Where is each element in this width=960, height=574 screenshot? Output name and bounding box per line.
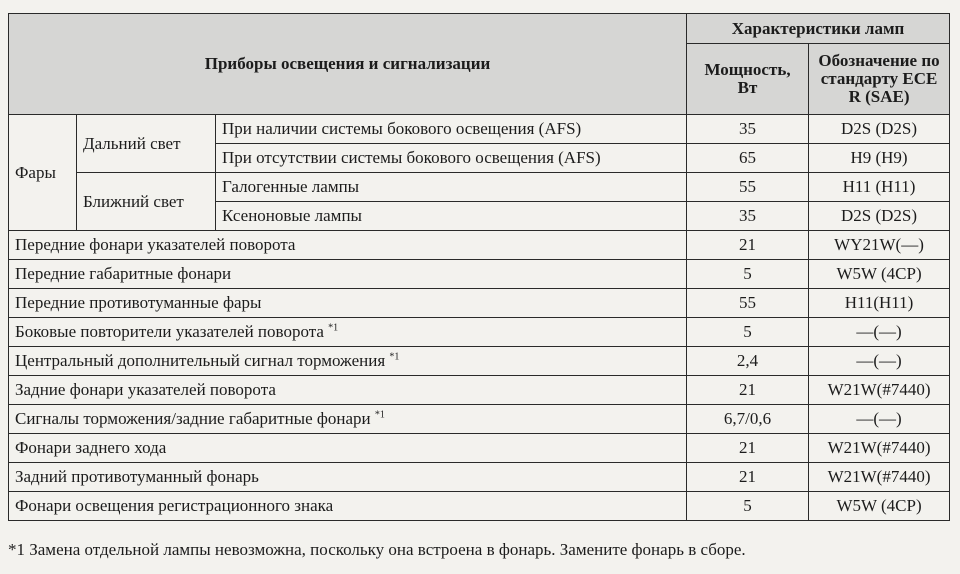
row-code: H9 (H9) — [809, 144, 950, 173]
row-power: 35 — [687, 202, 809, 231]
row-power: 55 — [687, 289, 809, 318]
row-name: Центральный дополнительный сигнал торможения $^{*1}$ — [9, 347, 687, 376]
row-name: Передние габаритные фонари — [9, 260, 687, 289]
table-row — [9, 260, 950, 289]
row-code: —(—) — [809, 318, 950, 347]
row-name: При наличии системы бокового освещения (AFS) — [216, 115, 687, 144]
row-power: 5 — [687, 492, 809, 521]
row-code: W21W(#7440) — [809, 463, 950, 492]
row-code: —(—) — [809, 405, 950, 434]
header-characteristics: Характеристики ламп — [687, 14, 950, 44]
table-row — [9, 434, 950, 463]
table-row — [9, 463, 950, 492]
table-row — [9, 347, 950, 376]
header-standard: Обозначение по стандарту ECE R (SAE) — [809, 44, 950, 115]
row-code: —(—) — [809, 347, 950, 376]
footnote-mark: *1 — [389, 351, 400, 363]
group-high-beam: Дальний свет — [77, 115, 216, 173]
row-power: 65 — [687, 144, 809, 173]
row-name: Передние фонари указателей поворота — [9, 231, 687, 260]
row-name: Задний противотуманный фонарь — [9, 463, 687, 492]
table-row — [9, 376, 950, 405]
row-code: W21W(#7440) — [809, 434, 950, 463]
row-code: W21W(#7440) — [809, 376, 950, 405]
row-power: 21 — [687, 231, 809, 260]
table-row — [9, 289, 950, 318]
row-power: 5 — [687, 318, 809, 347]
row-name: Передние противотуманные фары — [9, 289, 687, 318]
row-code: H11(H11) — [809, 289, 950, 318]
header-power: Мощность, Вт — [687, 44, 809, 115]
footnote-mark: *1 — [374, 409, 385, 421]
row-code: W5W (4CP) — [809, 260, 950, 289]
row-power: 21 — [687, 434, 809, 463]
header-devices: Приборы освещения и сигнализации — [9, 14, 687, 115]
lamp-spec-table — [8, 13, 950, 521]
row-power: 5 — [687, 260, 809, 289]
row-name: Галогенные лампы — [216, 173, 687, 202]
table-row — [9, 492, 950, 521]
row-name: Фонари освещения регистрационного знака — [9, 492, 687, 521]
row-code: H11 (H11) — [809, 173, 950, 202]
row-code: WY21W(—) — [809, 231, 950, 260]
row-name: Фонари заднего хода — [9, 434, 687, 463]
group-headlights: Фары — [9, 115, 77, 231]
row-code: D2S (D2S) — [809, 115, 950, 144]
footnote: *1 Замена отдельной лампы невозможна, поскольку она встроена в фонарь. Замените фонарь в сборе. — [8, 540, 746, 559]
row-power: 21 — [687, 376, 809, 405]
row-name: При отсутствии системы бокового освещения (AFS) — [216, 144, 687, 173]
table-row — [9, 405, 950, 434]
row-name: Ксеноновые лампы — [216, 202, 687, 231]
row-code: D2S (D2S) — [809, 202, 950, 231]
table-row — [9, 231, 950, 260]
row-power: 21 — [687, 463, 809, 492]
row-power: 55 — [687, 173, 809, 202]
table-row — [9, 318, 950, 347]
group-low-beam: Ближний свет — [77, 173, 216, 231]
row-name: Задние фонари указателей поворота — [9, 376, 687, 405]
row-name: Сигналы торможения/задние габаритные фонари $^{*1}$ — [9, 405, 687, 434]
row-name: Боковые повторители указателей поворота $^{*1}$ — [9, 318, 687, 347]
row-power: 6,7/0,6 — [687, 405, 809, 434]
row-code: W5W (4CP) — [809, 492, 950, 521]
row-power: 35 — [687, 115, 809, 144]
footnote-mark: *1 — [328, 322, 339, 334]
row-power: 2,4 — [687, 347, 809, 376]
